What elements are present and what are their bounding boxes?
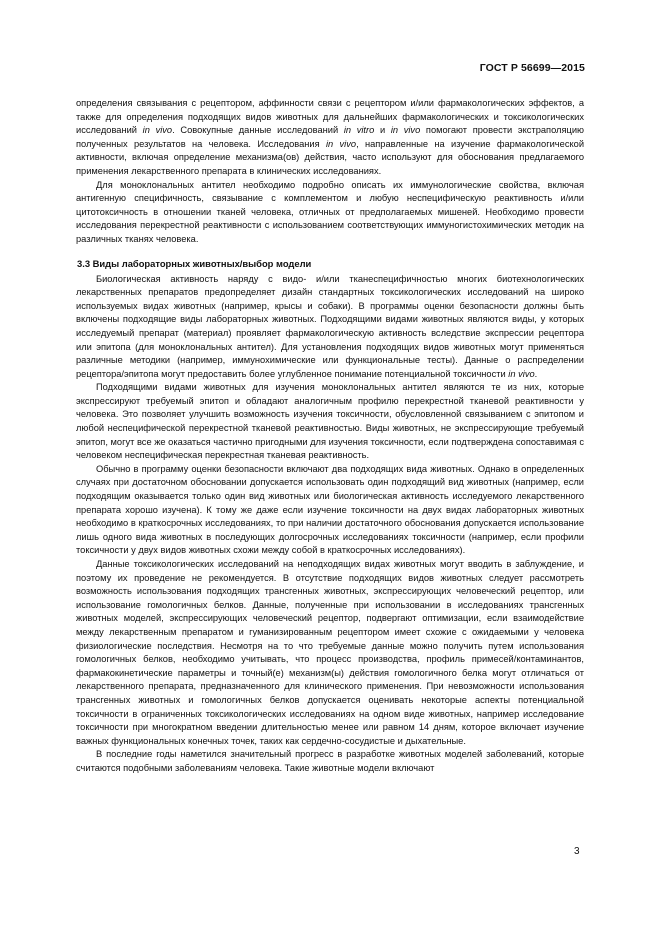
paragraph-suitable-species: Подходящими видами животных для изучения моноклональных антител являются те из них, которые экспрессируют требуемый эпитоп и обладают аналогичным профилю перекрестной тканевой реактивности у человека. Это позволяет улучшить возможность изучения токсичности, обусловленной связыванием с эпитопом и любой неспецифической перекрестной тканевой реактивностью. Виды животных, не экспрессирующие требуемый эпитоп, могут все же оказаться частично пригодными для изучения токсичности, если подтверждена сопоставимая с человеком неспецифическая перекрестная тканевая реактивность.: [76, 382, 584, 461]
paragraph-monoclonal-antibodies: Для моноклональных антител необходимо подробно описать их иммунологические свойства, включая антигенную специфичность, связывание с комплементом и любую неспецифическую реактивность и/или цитотоксичность в отношении тканей человека, отличных от предполагаемых мишеней. Необходимо провести исследования перекрестной реактивности с использованием соответствующих иммуногистохимических методик на различных тканях человека.: [76, 179, 584, 244]
paragraph-unsuitable-species: Данные токсикологических исследований на неподходящих видах животных могут вводить в заблуждение, и поэтому их проведение не рекомендуется. В отсутствие подходящих видов животных следует рассмотреть возможность использования подходящих трансгенных животных, экспрессирующих человеческий рецептор, или использование гомологичных белков. Данные, полученные при использовании в исследованиях трансгенных животных моделей, экспрессирующих человеческий рецептор, подвергают оптимизации, если взаимодействие между лекарственным препаратом и гуманизированным рецептором имеет схожие с ожидаемыми у человека физиологические последствия. Несмотря на то что требуемые данные можно получить путем использования гомологичных белков, необходимо учитывать, что процесс производства, профиль примесей/контаминантов, фармакокинетические параметры и точный(е) механизм(ы) действия гомологичного белка могут отличаться от лекарственного препарата, предназначенного для клинического применения. При невозможности использования трансгенных животных и гомологичных белков допускается оценивать некоторые аспекты потенциальной токсичности в ограниченных токсикологических исследованиях на одном виде животных, например исследование токсичности при многократном введении длительностью менее или равном 14 дням, которое включает изучение важных функциональных конечных точек, таких как сердечно-сосудистые и дыхательные.: [76, 559, 584, 746]
italic-latin-term: in vivo: [508, 368, 535, 379]
section-heading-3-3: 3.3 Виды лабораторных животных/выбор модели: [77, 257, 312, 269]
italic-latin-term: in vitro: [343, 125, 375, 136]
document-body: [76, 97, 584, 776]
paragraph-continuation: определения связывания с рецептором, аффинности связи с рецептором и/или фармакологических эффектов, а также для определения подходящих видов животных для дальнейших фармакологических и токсикологических исследований in vivo. Совокупные данные исследований in vitro и in vivo помогают провести экстраполяцию полученных результатов на человека. Исследования in vivo, направленные на изучение фармакологической активности, включая определение механизма(ов) действия, часто используют для обоснования предлагаемого применения лекарственного препарата в клинических исследованиях.: [76, 98, 585, 176]
paragraph-biological-activity: Биологическая активность наряду с видо- и/или тканеспецифичностью многих биотехнологических лекарственных препаратов предопределяет дизайн стандартных токсикологических исследований на широко используемых видах животных (например, крысы и собаки). В программы оценки безопасности должны быть включены подходящие виды лабораторных животных. Подходящими видами животных являются виды, у которых исследуемый препарат (материал) проявляет фармакологическую активность вследствие экспрессии рецептора или эпитопа (для моноклональных антител). Для установления подходящих видов животных могут применяться различные методики (например, иммунохимические или функциональные тесты). Данные о распределении рецептора/эпитопа могут предоставить более углубленное понимание потенциальной токсичности in vivo.: [76, 273, 584, 379]
document-number-header: ГОСТ Р 56699—2015: [479, 62, 585, 74]
paragraph-two-species: Обычно в программу оценки безопасности включают два подходящих вида животных. Однако в определенных случаях при достаточном обосновании допускается использовать один подходящий вид животных (например, если подходящим оказывается только один вид животных или биологическая активность исследуемого лекарственного препарата хорошо изучена). К тому же даже если изучение токсичности на двух видах лабораторных животных необходимо в краткосрочных исследованиях, то при наличии достаточного обоснования допускается использование лишь одного вида животных в последующих долгосрочных исследованиях токсичности (например, если профили токсичности у двух видов животных схожи между собой в краткосрочных исследованиях).: [76, 463, 584, 556]
page-number: 3: [574, 846, 580, 857]
paragraph-disease-models: В последние годы наметился значительный прогресс в разработке животных моделей заболеваний, которые считаются подобными заболеваниям человека. Такие животные модели включают: [76, 749, 584, 773]
italic-latin-term: in vivo: [142, 125, 173, 136]
italic-latin-term: in vivo: [390, 125, 421, 136]
italic-latin-term: in vivo: [325, 138, 357, 149]
